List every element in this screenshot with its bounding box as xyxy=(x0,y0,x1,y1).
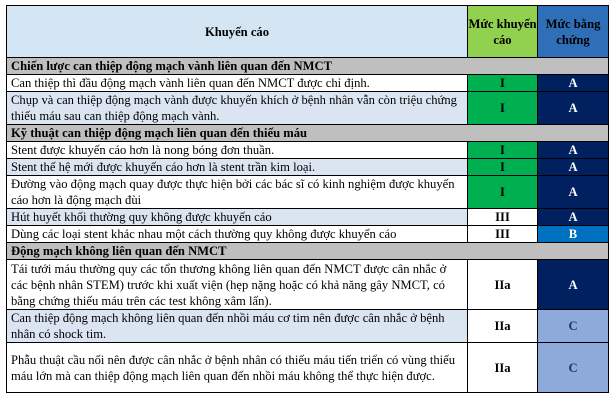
class-of-recommendation: IIa xyxy=(468,260,538,310)
class-of-recommendation: III xyxy=(468,209,538,226)
table-row xyxy=(7,209,609,226)
table-row xyxy=(7,92,609,125)
recommendation-text: Hút huyết khối thường quy không được khuyến cáo xyxy=(7,209,468,226)
level-of-evidence: A xyxy=(538,159,609,176)
table-row xyxy=(7,226,609,243)
table-row xyxy=(7,159,609,176)
class-of-recommendation: I xyxy=(468,92,538,125)
recommendations-table xyxy=(6,5,609,393)
section-title: Kỹ thuật can thiệp động mạch liên quan đến thiếu máu xyxy=(7,125,609,142)
class-of-recommendation: III xyxy=(468,226,538,243)
level-of-evidence: A xyxy=(538,142,609,159)
section-header-row xyxy=(7,58,609,75)
table-row xyxy=(7,310,609,343)
recommendation-text: Can thiệp thì đầu động mạch vành liên quan đến NMCT được chỉ định. xyxy=(7,75,468,92)
table-header-row xyxy=(7,6,609,58)
table-row xyxy=(7,142,609,159)
class-of-recommendation: I xyxy=(468,176,538,209)
level-of-evidence: B xyxy=(538,226,609,243)
class-of-recommendation: IIa xyxy=(468,343,538,393)
table-row xyxy=(7,343,609,393)
header-class: Mức khuyến cáo xyxy=(468,6,538,58)
header-recommendation: Khuyến cáo xyxy=(7,6,468,58)
level-of-evidence: A xyxy=(538,176,609,209)
class-of-recommendation: I xyxy=(468,142,538,159)
section-header-row xyxy=(7,243,609,260)
level-of-evidence: A xyxy=(538,209,609,226)
section-title: Chiến lược can thiệp động mạch vành liên quan đến NMCT xyxy=(7,58,609,75)
recommendation-text: Chụp và can thiệp động mạch vành được khuyến khích ở bệnh nhân vẫn còn triệu chứng thiếu máu sau can thiệp động mạch vành. xyxy=(7,92,468,125)
recommendation-text: Đường vào động mạch quay được thực hiện bởi các bác sĩ có kinh nghiệm được khuyến cáo hơn là động mạch đùi xyxy=(7,176,468,209)
recommendation-text: Stent được khuyến cáo hơn là nong bóng đơn thuần. xyxy=(7,142,468,159)
class-of-recommendation: IIa xyxy=(468,310,538,343)
level-of-evidence: A xyxy=(538,260,609,310)
level-of-evidence: C xyxy=(538,310,609,343)
recommendation-text: Stent thế hệ mới được khuyến cáo hơn là stent trần kim loại. xyxy=(7,159,468,176)
table-row xyxy=(7,176,609,209)
recommendation-text: Tái tưới máu thường quy các tổn thương không liên quan đến NMCT được cân nhắc ở các bệnh nhân STEM) trước khi xuất viện (hẹp nặng hoặc có khả năng gây NMCT, có bằng chứng thiếu máu trên các test không xâm lấn). xyxy=(7,260,468,310)
recommendation-text: Can thiệp động mạch không liên quan đến nhồi máu cơ tim nên được cân nhắc ở bệnh nhân có shock tim. xyxy=(7,310,468,343)
header-evidence: Mức bằng chứng xyxy=(538,6,609,58)
recommendation-text: Dùng các loại stent khác nhau một cách thường quy không được khuyến cáo xyxy=(7,226,468,243)
class-of-recommendation: I xyxy=(468,159,538,176)
level-of-evidence: A xyxy=(538,75,609,92)
section-title: Động mạch không liên quan đến NMCT xyxy=(7,243,609,260)
table-row xyxy=(7,260,609,310)
level-of-evidence: C xyxy=(538,343,609,393)
class-of-recommendation: I xyxy=(468,75,538,92)
recommendation-text: Phẫu thuật cầu nối nên được cân nhắc ở bệnh nhân có thiếu máu tiến triển có vùng thiếu máu lớn mà can thiệp động mạch liên quan đến nhồi máu không thể thực hiện được. xyxy=(7,343,468,393)
table-row xyxy=(7,75,609,92)
section-header-row xyxy=(7,125,609,142)
level-of-evidence: A xyxy=(538,92,609,125)
